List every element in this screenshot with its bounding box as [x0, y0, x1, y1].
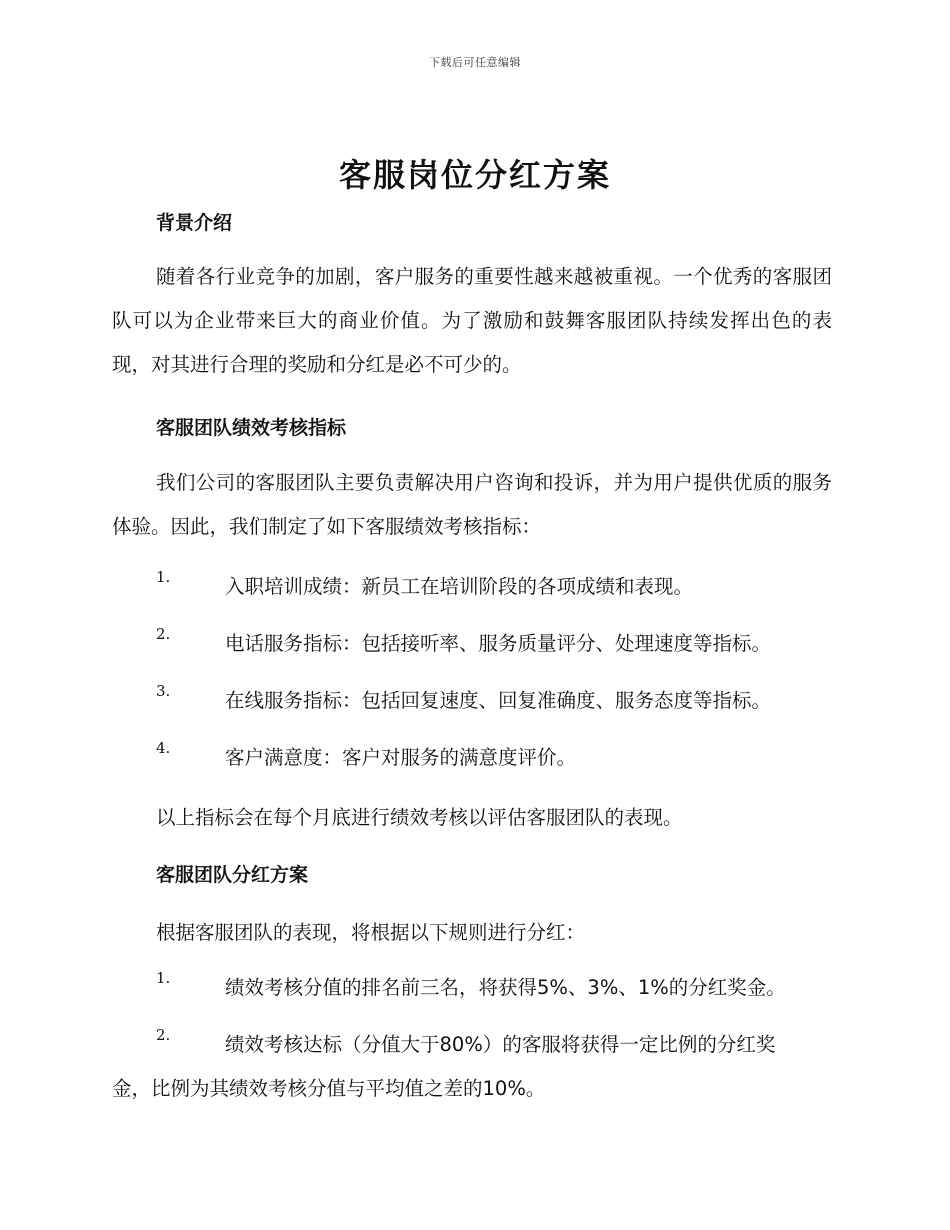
list-number: 2. [156, 625, 171, 643]
list-item-text: 在线服务指标：包括回复速度、回复准确度、服务态度等指标。 [225, 689, 772, 712]
section-heading-background: 背景介绍 [156, 212, 233, 234]
list-item-text: 电话服务指标：包括接听率、服务质量评分、处理速度等指标。 [225, 632, 772, 655]
background-paragraph: 随着各行业竞争的加剧，客户服务的重要性越来越被重视。一个优秀的客服团队可以为企业带来巨大的商业价值。为了激励和鼓舞客服团队持续发挥出色的表现，对其进行合理的奖励和分红是必不可少的。 [112, 265, 832, 376]
list-number: 3. [156, 682, 171, 700]
list-item-text: 客户满意度：客户对服务的满意度评价。 [225, 746, 577, 769]
list-number: 1. [156, 568, 171, 586]
list-item-text: 绩效考核分值的排名前三名，将获得5%、3%、1%的分红奖金。 [225, 976, 786, 999]
bonus-list-item [112, 966, 837, 1010]
list-item-text: 入职培训成绩：新员工在培训阶段的各项成绩和表现。 [225, 575, 694, 598]
header-note: 下载后可任意编辑 [429, 56, 521, 69]
kpi-closing-text: 以上指标会在每个月底进行绩效考核以评估客服团队的表现。 [156, 806, 683, 829]
kpi-list-item [112, 622, 837, 666]
kpi-intro-paragraph: 我们公司的客服团队主要负责解决用户咨询和投诉，并为用户提供优质的服务体验。因此，我们制定了如下客服绩效考核指标： [112, 471, 832, 538]
list-item-text-continued: 金，比例为其绩效考核分值与平均值之差的10%。 [112, 1077, 546, 1100]
bonus-intro-text: 根据客服团队的表现，将根据以下规则进行分红： [156, 921, 586, 944]
list-item-text: 绩效考核达标（分值大于80%）的客服将获得一定比例的分红奖 [225, 1033, 776, 1056]
kpi-list-item [112, 736, 837, 780]
kpi-list-item [112, 679, 837, 723]
kpi-list-item [112, 565, 837, 609]
list-number: 4. [156, 739, 171, 757]
list-number: 2. [156, 1026, 171, 1044]
list-number: 1. [156, 969, 171, 987]
page-title: 客服岗位分红方案 [338, 156, 611, 194]
bonus-list-item [112, 1023, 837, 1111]
section-heading-kpi: 客服团队绩效考核指标 [156, 417, 347, 439]
section-heading-bonus: 客服团队分红方案 [156, 864, 309, 886]
